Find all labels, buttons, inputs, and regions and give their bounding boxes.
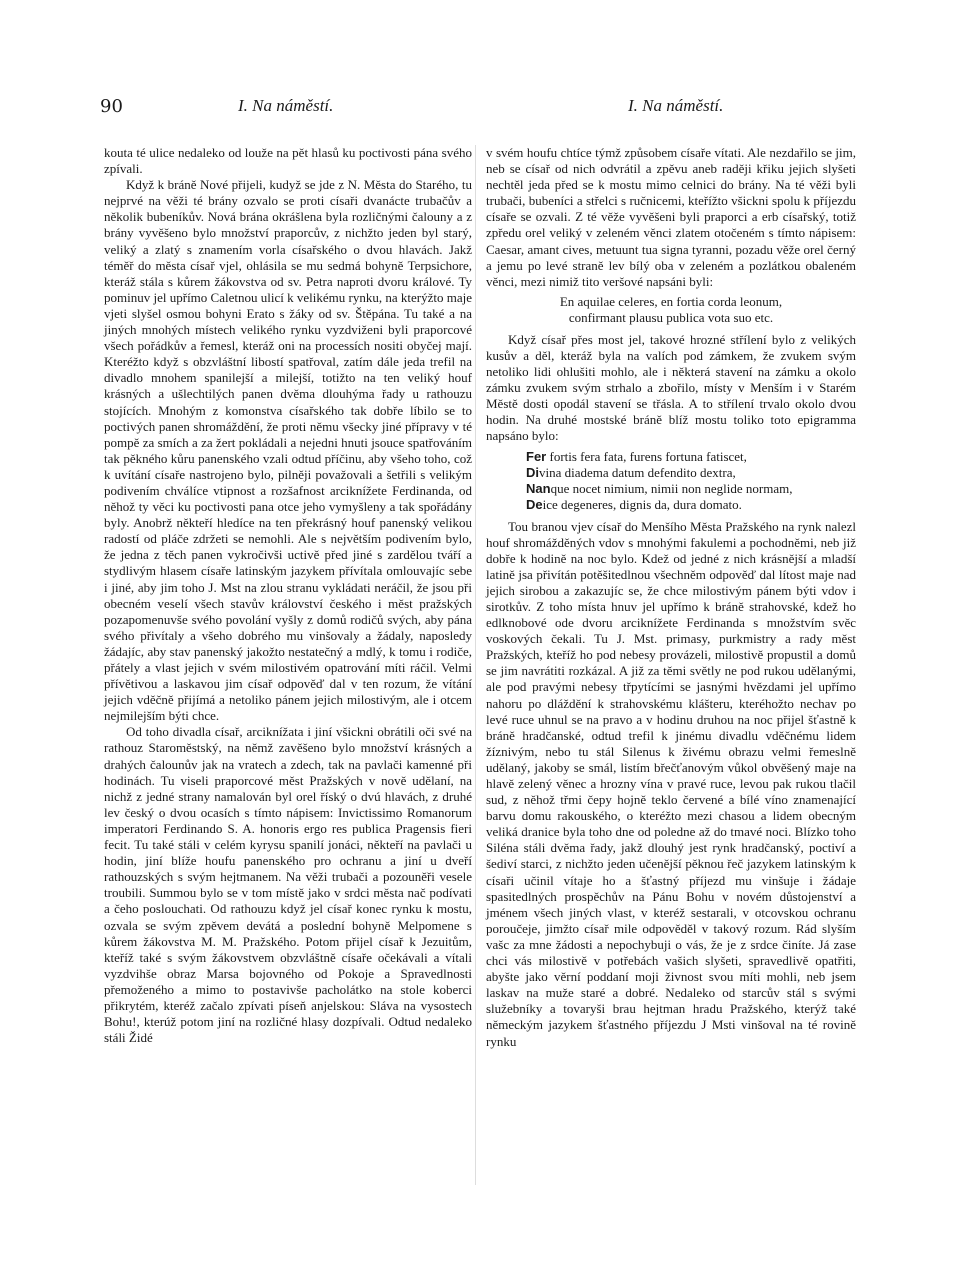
epigram-text: ice degeneres, dignis da, dura domato.: [542, 496, 742, 512]
epigram-capital: Nan: [526, 480, 551, 496]
epigram-line: [526, 481, 856, 497]
epigram: [526, 449, 856, 513]
verse-line: confirmant plausu publica vota suo etc.: [568, 309, 774, 325]
paragraph: Od toho divadla císař, arciknížata i jiní všickni obrátili oči své na rathouz Staroměstský, na němž zavěšeno bylo množství krásných a drahých čalounův jak na vratech a zdech, tak na pavlači kamenné při hodinách. Tu viseli praporcové měst Pražských v nově udělaní, na nichž z jedné strany namalován byl orel říský o dvú hlavách, z druhé lev český o dvou ocasích s tímto nápisem: Invictissimo Romanorum imperatori Ferdinando S. A. honoris ergo res publica Pragensis fieri fecit. Tu také stáli v celém kyrysu spanilí jonáci, někteří na pavlači u hodin, jiní blíže houfu panenského pro ochranu a jiní u dveří rathouzských s svým hejtmanem. Na věži trubači a pozouněři vesele troubili. Summou bylo se v tom místě jako v srdci města nač podívati a čeho poslouchati. Od rathouzu když jel císař konec rynku k mostu, ozvala se svým zpěvem devátá a poslední bohyně Melpomene s kůrem žákovstva M. M. Pražského. Potom přijel císař k Jezuitům, kteříž také s svým žákovstvem obzvláštně císaře očekávali a vítali vyzdvihše obraz Marsa bojovného od Pokoje a Spravedlnosti přemoženého a mimo to postavivše pacholátko na stole koberci přikrytém, kteréž začalo zpívati píseň anjelskou: Sláva na vysostech Bohu!, kterúž potom jiní na rozličné hlasy dozpívali. Odtud nedaleko stáli Židé: [104, 724, 472, 1046]
epigram-capital: De: [526, 496, 543, 512]
page-number: 90: [100, 96, 123, 117]
latin-verse: [486, 294, 856, 326]
paragraph: v svém houfu chtíce týmž způsobem císaře vítati. Ale nezdařilo se jim, neb se císař od nich odvrátil a zpěvu aneb raději křiku jejich slyšeti nechtěl jeda před se k mostu mimo celnici do brány. Na té věži byli trubači, bubeníci a střelci s ručnicemi, kteřížto všickni spolu k příjezdu císaře se ozvali. Z té věže vyvěšeni byli praporci a erb císařský, totiž zpředu orel veliký v zeleném věnci zlatem otočeném s tímto nápisem: Caesar, amant cives, metuunt tua signa tyranni, pozadu věže orel černý a jemu po levé straně lev bílý oba v zeleném a pozlátkou obaleném věnci, mezi nimiž tito veršové napsáni byli:: [486, 145, 856, 289]
epigram-line: [526, 449, 856, 465]
epigram-capital: Fer: [526, 448, 547, 464]
column-divider: [475, 145, 476, 1185]
paragraph: Tou branou vjev císař do Menšího Města Pražského na rynk nalezl houf shromážděných vdov s mnohými fakulemi a pochodněmi, neb již dobře k hodině na noc bylo. Kdež od jedné z nich krásnější a mladší latině jsa přivítán potěšitedlnou všechněm odpověď dal lítost maje nad jejich sirobou a zakazujíc se, že chce milostivým pánem býti vdov i sirotkův. Z toho místa hnuv jel upřímo k bráně strahovské, kdež ho edlknobové ode dvoru arciknížete Ferdinanda s množstvím svěc voskových čekali. Tu J. Mst. primasy, purkmistry a rady měst Pražských, kteříž ho pod nebesy provázeli, milostivě propustil a domů se jim navrátiti rozkázal. A již za těmi světly ne pod rukou udělanými, ale pod pravými nebesy třpytícími se jasnými hvězdami jel upřímo nahoru po dláždění k strahovskému klášteru, kteréhožto nechav po levé ruce uhnul se na pravo a v hodinu druhou na noc přijel šťastně k bráně hradčanské, odtud trefil k jinému divadlu vděčnému lidem žíznivým, nebo tu stál Silenus k živému obrazu velmi řemeslně udělaný, jakoby se smál, listím břečťanovým vůkol obvěšený maje na hlavě zelený věnec a hrozny vína v pravé ruce, levou pak rukou tlačil sud, z něhož třmi čepy hojně teklo červené a bílé víno znamenající barvu domu rakouského, o kteréžto mezi chasou a lidem obecným veliká dranice byla toho dne od poledne až do tmavé noci. Blízko toho Siléna stáli dvěma řady, jakž dlouhý jest rynk hradčanský, poctiví a šediví starci, z nichžto jeden učenější pěknou řeč jazykem latinským k císaři učinil vítaje ho a šťastný příjezd mu vinšuje i žádaje spasitedlných prospěchův na Pánu Bohu v novém důstojenství a jménem všech jiných vlast, v kteréž sestarali, v otcovskou ochranu poroučeje, jimžto císař mile odpověděl v takový rozum. Rád slyším vašc za mne žádosti a nepochybuji o vás, že je z srdce činíte. Já zase chci vás milostivě v potřebách vašich slyšeti, spravedlivě opatřiti, abyšte jako věrní poddaní moji živnost svou míti mohli, neb jsem laskav na muže staré a dobré. Nedaleko od starcův stál s svými služebníky a tovaryši brau hejtman hradu Pražského, kterýž také německým jazykem šťastného příjezdu J Msti vinšoval na té rovině rynku: [486, 518, 856, 1049]
epigram-line: [526, 497, 856, 513]
paragraph: kouta té ulice nedaleko od louže na pět hlasů ku poctivosti pána svého zpívali.: [104, 145, 472, 177]
running-title-left: I. Na náměstí.: [238, 96, 334, 115]
right-column: [486, 145, 856, 1050]
epigram-capital: Di: [526, 464, 539, 480]
running-title-right: I. Na náměstí.: [628, 96, 724, 115]
left-column: [104, 145, 472, 1046]
epigram-text: que nocet nimium, nimii non neglide normam,: [550, 480, 793, 496]
epigram-text: vina diadema datum defendito dextra,: [539, 464, 736, 480]
verse-line: En aquilae celeres, en fortia corda leonum,: [559, 293, 783, 309]
paragraph: Když k bráně Nové přijeli, kudyž se jde z N. Města do Starého, tu nejprvé na věži té brány ozvalo se proti císaři dvanácte trubačův a několik bubeníkův. Nová brána okrášlena byla rozličnými čalouny a z brány vyvěšeno bylo množství praporcův, z nichžto jeden byl starý, veliký a zlatý s znamením vorla císařského o dvou hlavách. Jakž téměř do města císař vjel, ohlásila se mu sedmá bohyně Terpsichore, kteráž stála s kůrem žákovstva od sv. Petra naproti dvoru králové. Ty pominuv jel upřímo Caletnou ulicí k velikému rynku, na kterýžto maje vjeti slyšel osmou bohyni Erato s žáky od sv. Štěpána. Tu také a na jiných mnohých místech velikého rynku vyzdviženi byli praporcové všech pořádkův a řemesl, kteráž oni na processích nositi obyčej mají. Kteréžto když s obzvláštní libostí spatřoval, zatím dále jeda trefil na divadlo mnohem spanilejší a milejší, totižto na ten veliký houf krásných a ušlechtilých panen dvěma dlouhýma řady u rathouzu stojících. Mnohým z komonstva císařského tak dobře líbilo se to poctivých panen shromáždění, že proti němu všecky jiné přípravy v té pompě za smích a za žert pokládali a nejedni hnuti jsouce spatřováním tak pěkného kůru panenského vzali odtud příčinu, aby všeho toho, což k uvítání císaře nastrojeno bylo, pilněji považovali a šetřili s velikým podivením chválíce vtipnost a rozšafnost arciknížete Ferdinanda, od něhož ty věci ku poctivosti pana otce jeho vymyšleny a tak spořádány byly. Anobrž někteří hledíce na ten překrásný houf panenský velikou radostí od pláče zdržeti se nemohli. Ale s největším podivením bylo, že jedna z těch panen vykročivši uctivě před jiné s zardělou tváří a stydlivým hlasem císaře latinským jazykem přívítala omlouvajíc sebe i jiné, aby jim toho J. Mst na zlou stranu vykládati neráčil, že jsou při obecném veselí všech stavův království českého i měst pražských pozapomenuvše svého povolání vyšly z domů rodičů svých, aby pána svého přivítaly a všeho dobrého mu vinšovaly a žádaly, naposledy žádajíc, aby stav panenský jakožto nestatečný a mdlý, k tomu i rodiče, přátely a vlast jejich v svém milostivém opatrování míti ráčil. Velmi přívětivou a laskavou jim císař odpověď dal v ten rozum, že vítání jejich vděčně přijímá a netoliko pánem jejich milostivým, ale i otcem nejmilejším býti chce.: [104, 177, 472, 724]
epigram-text: fortis fera fata, furens fortuna fatiscet,: [546, 448, 747, 464]
epigram-line: [526, 465, 856, 481]
paragraph: Když císař přes most jel, takové hrozné střílení bylo z velikých kusův a děl, kteráž byla na valích pod zámkem, že zvukem svým netoliko lidi ohlušiti mohlo, ale i některá stavení na zámku a okolo zámku zvukem svým strhalo a zbořilo, místy v Menším i v Starém Městě dosti opodál stavení se třásla. A to střílení trvalo okolo dvou hodin. Na druhé mostské bráně blíž mostu toliko toto epigramma napsáno bylo:: [486, 331, 856, 444]
